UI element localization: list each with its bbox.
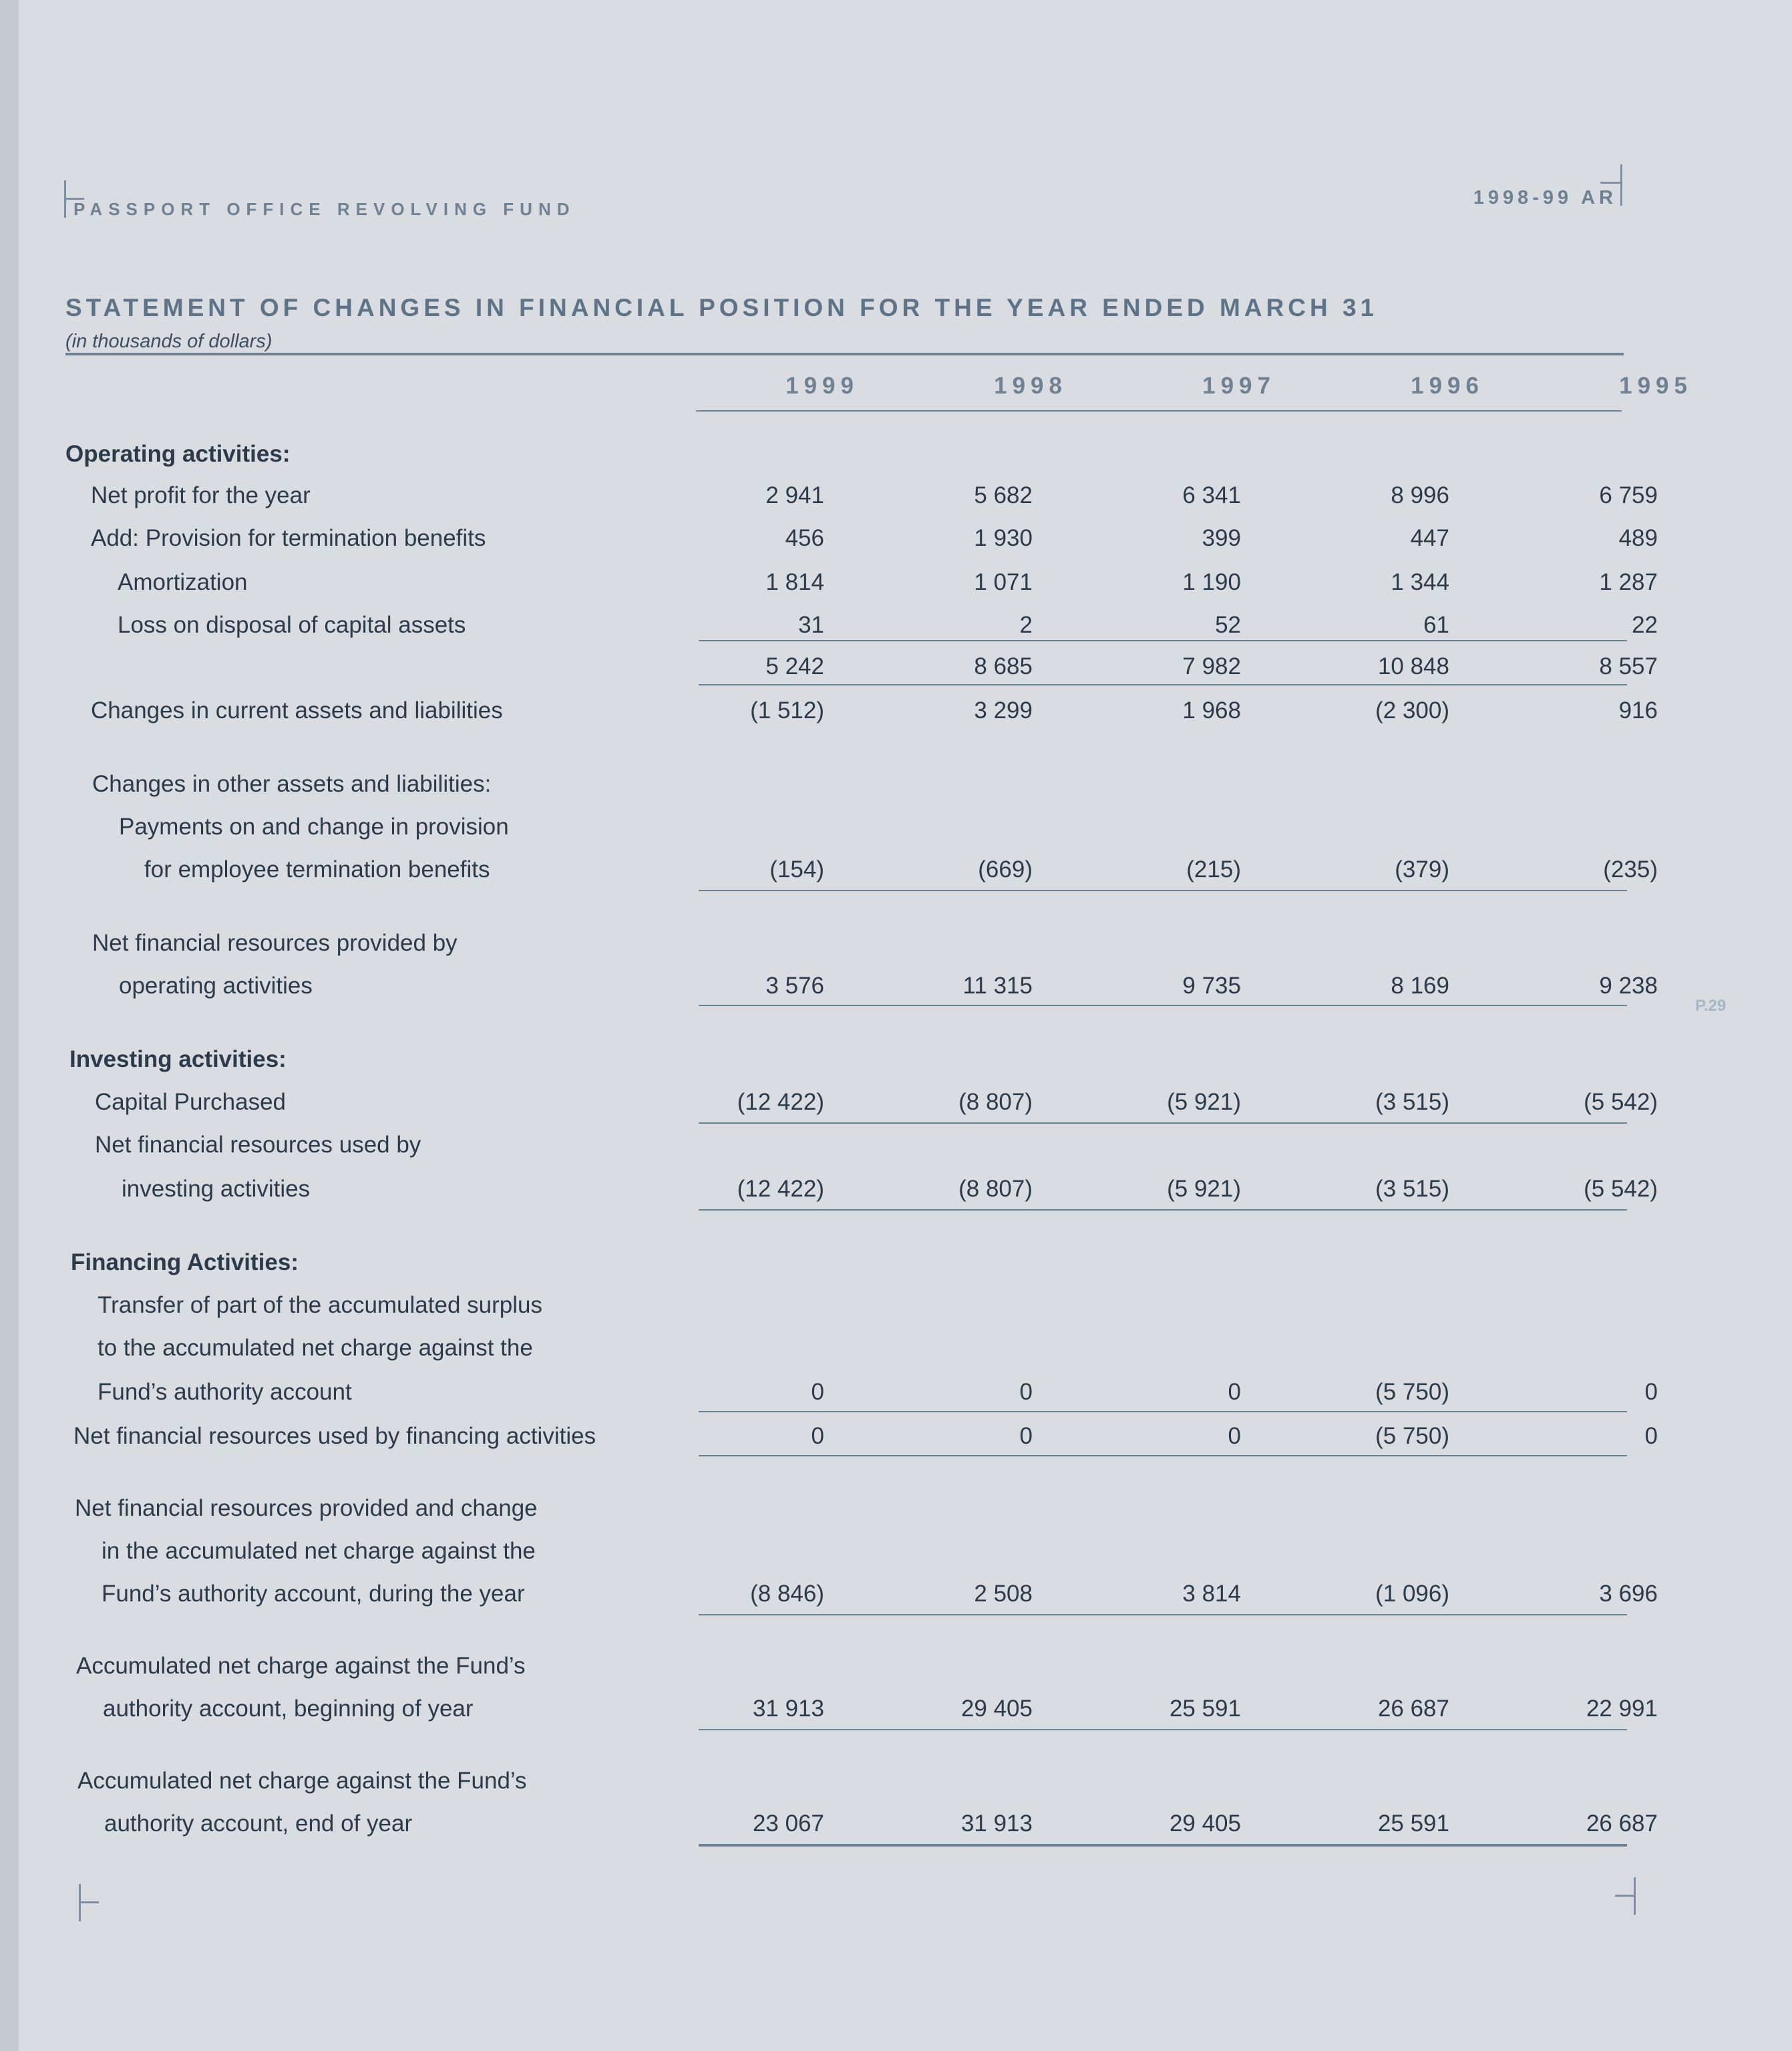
row-label: authority account, beginning of year — [103, 1696, 474, 1722]
table-row — [0, 1249, 1792, 1283]
table-row — [0, 856, 1792, 890]
value-cell: 7 982 — [1182, 653, 1241, 679]
row-label: Accumulated net charge against the Fund’s — [76, 1653, 526, 1679]
value-cell: (3 515) — [1375, 1089, 1449, 1115]
value-cell: 0 — [1019, 1423, 1033, 1449]
table-row — [0, 1292, 1792, 1325]
row-label: Changes in current assets and liabilities — [91, 697, 503, 724]
year-column-header: 1997 — [1202, 373, 1276, 399]
value-cell: 3 814 — [1182, 1581, 1241, 1607]
value-cell: 25 591 — [1377, 1810, 1449, 1837]
table-row — [0, 1176, 1792, 1209]
table-row — [0, 1810, 1792, 1844]
row-label: in the accumulated net charge against the — [102, 1538, 536, 1564]
table-row — [0, 1046, 1792, 1080]
table-row — [0, 1379, 1792, 1412]
table-row — [0, 1581, 1792, 1614]
value-cell: 5 242 — [765, 653, 824, 679]
row-label: Net financial resources used by — [95, 1132, 421, 1158]
crop-mark-bottom-right — [1615, 1895, 1635, 1897]
value-cell: (154) — [769, 856, 824, 883]
value-cell: 1 190 — [1182, 569, 1241, 595]
value-cell: 31 913 — [752, 1696, 824, 1722]
value-cell: 1 287 — [1599, 569, 1658, 595]
value-cell: 10 848 — [1377, 653, 1449, 679]
page-edge — [0, 0, 19, 2051]
value-cell: 0 — [1019, 1379, 1033, 1405]
row-label: Changes in other assets and liabilities: — [92, 771, 492, 797]
value-cell: 23 067 — [752, 1810, 824, 1837]
value-cell: (5 921) — [1167, 1089, 1241, 1115]
row-label: Amortization — [118, 569, 248, 595]
table-rule — [699, 1122, 1627, 1124]
table-row — [0, 697, 1792, 731]
table-row — [0, 1538, 1792, 1571]
table-rule — [699, 1005, 1627, 1006]
value-cell: 0 — [1644, 1379, 1658, 1405]
row-label: Loss on disposal of capital assets — [118, 612, 466, 638]
value-cell: (215) — [1186, 856, 1241, 883]
report-id: 1998-99 AR — [1473, 187, 1617, 208]
table-row — [0, 1423, 1792, 1456]
table-row — [0, 525, 1792, 559]
value-cell: 1 968 — [1182, 697, 1241, 724]
value-cell: 5 682 — [974, 482, 1033, 508]
value-cell: 0 — [811, 1423, 824, 1449]
table-rule — [699, 1614, 1627, 1615]
value-cell: 6 759 — [1599, 482, 1658, 508]
value-cell: 1 930 — [974, 525, 1033, 551]
year-header — [699, 373, 1692, 406]
value-cell: (12 422) — [737, 1176, 824, 1202]
value-cell: 399 — [1202, 525, 1241, 551]
table-row — [0, 441, 1792, 474]
section-heading: Investing activities: — [69, 1046, 287, 1072]
row-label: to the accumulated net charge against the — [98, 1335, 533, 1361]
title-rule — [65, 353, 1624, 355]
value-cell: (1 096) — [1375, 1581, 1449, 1607]
row-label: Payments on and change in provision — [119, 814, 509, 840]
value-cell: (5 750) — [1375, 1379, 1449, 1405]
value-cell: 2 508 — [974, 1581, 1033, 1607]
table-row — [0, 1696, 1792, 1729]
value-cell: 22 991 — [1586, 1696, 1658, 1722]
value-cell: 26 687 — [1586, 1810, 1658, 1837]
value-cell: 0 — [1228, 1379, 1241, 1405]
table-rule — [699, 640, 1627, 641]
row-label: Net financial resources provided and change — [75, 1495, 538, 1521]
value-cell: 456 — [785, 525, 824, 551]
year-header-rule — [696, 410, 1622, 412]
value-cell: 6 341 — [1182, 482, 1241, 508]
value-cell: (3 515) — [1375, 1176, 1449, 1202]
row-label: Net profit for the year — [91, 482, 311, 508]
value-cell: (5 921) — [1167, 1176, 1241, 1202]
value-cell: 8 996 — [1391, 482, 1449, 508]
value-cell: 1 071 — [974, 569, 1033, 595]
row-label: authority account, end of year — [104, 1810, 413, 1837]
crop-mark-bottom-left — [79, 1901, 99, 1903]
value-cell: 0 — [1228, 1423, 1241, 1449]
row-label: Add: Provision for termination benefits — [91, 525, 486, 551]
value-cell: (379) — [1395, 856, 1449, 883]
row-label: Accumulated net charge against the Fund’s — [77, 1768, 527, 1794]
statement-subtitle: (in thousands of dollars) — [65, 331, 273, 352]
value-cell: 8 557 — [1599, 653, 1658, 679]
value-cell: 9 238 — [1599, 973, 1658, 999]
row-label: Net financial resources provided by — [92, 930, 458, 956]
row-label: Fund’s authority account — [98, 1379, 352, 1405]
value-cell: (5 750) — [1375, 1423, 1449, 1449]
table-row — [0, 973, 1792, 1006]
statement-title: STATEMENT OF CHANGES IN FINANCIAL POSITION FOR THE YEAR ENDED MARCH 31 — [65, 294, 1379, 321]
value-cell: 447 — [1410, 525, 1449, 551]
section-heading: Financing Activities: — [71, 1249, 299, 1275]
value-cell: 3 576 — [765, 973, 824, 999]
table-rule — [699, 1455, 1627, 1456]
value-cell: (5 542) — [1584, 1176, 1658, 1202]
value-cell: (1 512) — [750, 697, 824, 724]
value-cell: (5 542) — [1584, 1089, 1658, 1115]
table-row — [0, 930, 1792, 963]
crop-mark-top-right — [1600, 182, 1620, 184]
value-cell: 0 — [811, 1379, 824, 1405]
value-cell: 52 — [1215, 612, 1241, 638]
value-cell: 3 696 — [1599, 1581, 1658, 1607]
value-cell: 8 169 — [1391, 973, 1449, 999]
value-cell: 9 735 — [1182, 973, 1241, 999]
value-cell: 61 — [1423, 612, 1449, 638]
value-cell: 3 299 — [974, 697, 1033, 724]
running-header: PASSPORT OFFICE REVOLVING FUND — [73, 199, 576, 219]
value-cell: 29 405 — [960, 1696, 1033, 1722]
value-cell: 25 591 — [1169, 1696, 1241, 1722]
table-rule — [699, 1209, 1627, 1211]
row-label: Capital Purchased — [95, 1089, 286, 1115]
crop-mark-top-right — [1620, 164, 1622, 206]
table-rule — [699, 1844, 1627, 1847]
value-cell: (8 846) — [750, 1581, 824, 1607]
year-column-header: 1995 — [1619, 373, 1692, 399]
value-cell: 31 — [798, 612, 824, 638]
year-column-header: 1996 — [1411, 373, 1484, 399]
row-label: Net financial resources used by financing activities — [73, 1423, 596, 1449]
value-cell: 1 814 — [765, 569, 824, 595]
value-cell: 2 — [1019, 612, 1033, 638]
row-label: Fund’s authority account, during the year — [102, 1581, 525, 1607]
row-label: for employee termination benefits — [144, 856, 490, 883]
value-cell: 489 — [1618, 525, 1658, 551]
value-cell: 22 — [1632, 612, 1658, 638]
value-cell: 31 913 — [960, 1810, 1033, 1837]
value-cell: 29 405 — [1169, 1810, 1241, 1837]
table-row — [0, 1132, 1792, 1165]
year-column-header: 1999 — [785, 373, 859, 399]
table-row — [0, 814, 1792, 847]
table-row — [0, 771, 1792, 804]
table-row — [0, 1495, 1792, 1529]
value-cell: (12 422) — [737, 1089, 824, 1115]
value-cell: (2 300) — [1375, 697, 1449, 724]
value-cell: (8 807) — [958, 1089, 1033, 1115]
table-rule — [699, 1729, 1627, 1730]
table-row — [0, 1089, 1792, 1122]
row-label: Transfer of part of the accumulated surplus — [98, 1292, 542, 1318]
value-cell: 11 315 — [962, 973, 1033, 999]
value-cell: 2 941 — [765, 482, 824, 508]
page-number: P.29 — [1695, 997, 1727, 1015]
table-rule — [699, 1411, 1627, 1412]
value-cell: 26 687 — [1377, 1696, 1449, 1722]
table-row — [0, 1768, 1792, 1801]
value-cell: 1 344 — [1391, 569, 1449, 595]
value-cell: 0 — [1644, 1423, 1658, 1449]
value-cell: (235) — [1603, 856, 1658, 883]
year-column-header: 1998 — [994, 373, 1067, 399]
value-cell: (669) — [978, 856, 1033, 883]
table-row — [0, 1653, 1792, 1686]
table-rule — [699, 684, 1627, 685]
row-label: operating activities — [119, 973, 313, 999]
row-label: investing activities — [122, 1176, 311, 1202]
section-heading: Operating activities: — [65, 441, 291, 467]
value-cell: 916 — [1618, 697, 1658, 724]
table-rule — [699, 890, 1627, 891]
table-row — [0, 569, 1792, 603]
table-row — [0, 653, 1792, 687]
value-cell: (8 807) — [958, 1176, 1033, 1202]
value-cell: 8 685 — [974, 653, 1033, 679]
table-row — [0, 482, 1792, 516]
table-row — [0, 1335, 1792, 1368]
